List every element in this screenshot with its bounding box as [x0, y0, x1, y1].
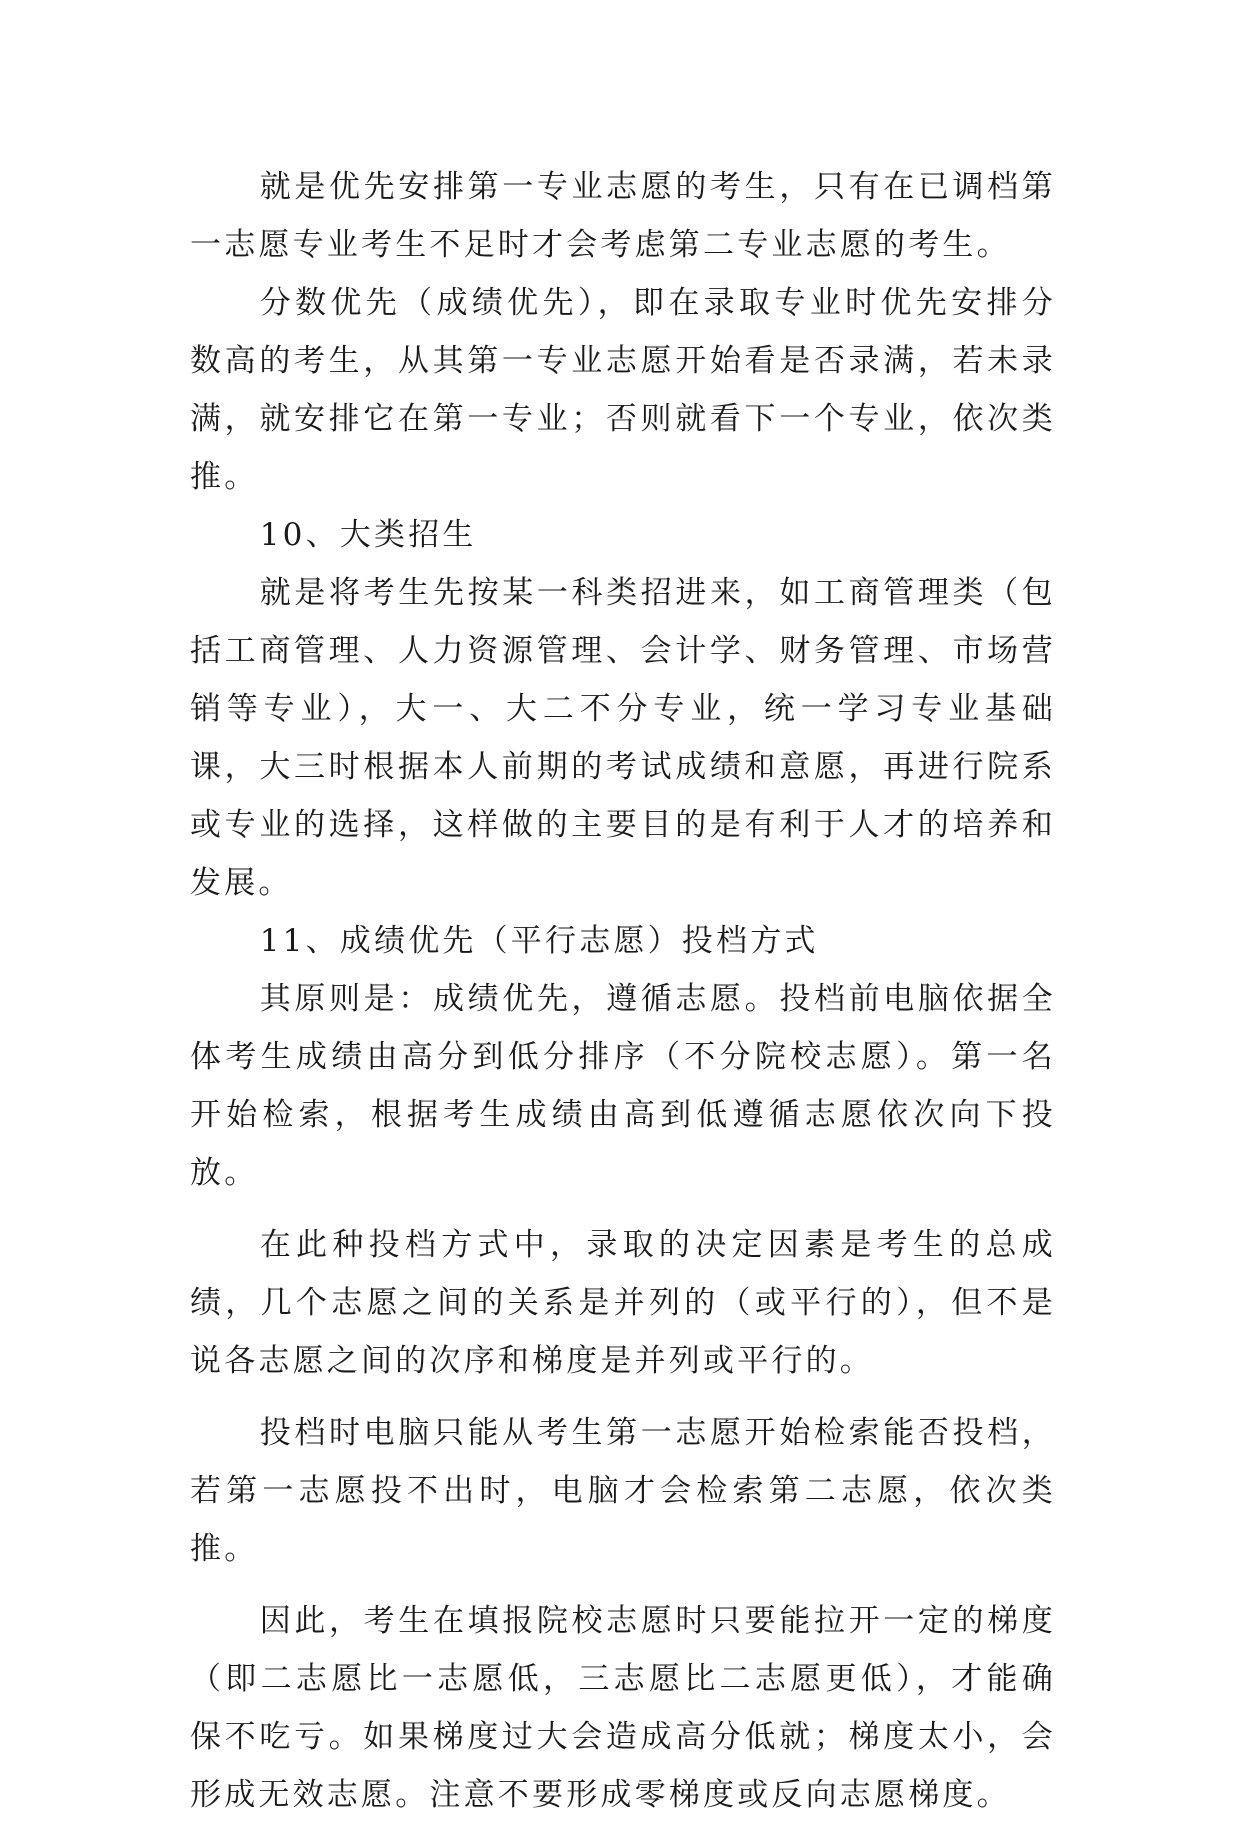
section-heading-11: 11、成绩优先（平行志愿）投档方式 — [259, 923, 819, 959]
paragraph-principle: 其原则是：成绩优先，遵循志愿。投档前电脑依据全体考生成绩由高分到低分排序（不分院校志愿）。第一名开始检索，根据考生成绩由高到低遵循志愿依次向下投放。 — [190, 981, 1056, 1191]
section-heading-10: 10、大类招生 — [259, 517, 477, 553]
paragraph-major-priority-definition: 就是优先安排第一专业志愿的考生，只有在已调档第一志愿专业考生不足时才会考虑第二专业志愿的考生。 — [190, 169, 1056, 263]
paragraph-score-priority: 分数优先（成绩优先），即在录取专业时优先安排分数高的考生，从其第一专业志愿开始看是否录满，若未录满，就安排它在第一专业；否则就看下一个专业，依次类推。 — [190, 285, 1056, 495]
paragraph-retrieval-order: 投档时电脑只能从考生第一志愿开始检索能否投档，若第一志愿投不出时，电脑才会检索第二志愿，依次类推。 — [190, 1415, 1056, 1567]
paragraph-category-enrollment: 就是将考生先按某一科类招进来，如工商管理类（包括工商管理、人力资源管理、会计学、财务管理、市场营销等专业），大一、大二不分专业，统一学习专业基础课，大三时根据本人前期的考试成绩和意愿，再进行院系或专业的选择，这样做的主要目的是有利于人才的培养和发展。 — [190, 575, 1056, 901]
document-body — [190, 158, 1056, 1824]
paragraph-gradient-advice: 因此，考生在填报院校志愿时只要能拉开一定的梯度（即二志愿比一志愿低，三志愿比二志愿更低），才能确保不吃亏。如果梯度过大会造成高分低就；梯度太小，会形成无效志愿。注意不要形成零梯度或反向志愿梯度。 — [190, 1603, 1056, 1813]
paragraph-decision-factor: 在此种投档方式中，录取的决定因素是考生的总成绩，几个志愿之间的关系是并列的（或平行的），但不是说各志愿之间的次序和梯度是并列或平行的。 — [190, 1227, 1056, 1379]
